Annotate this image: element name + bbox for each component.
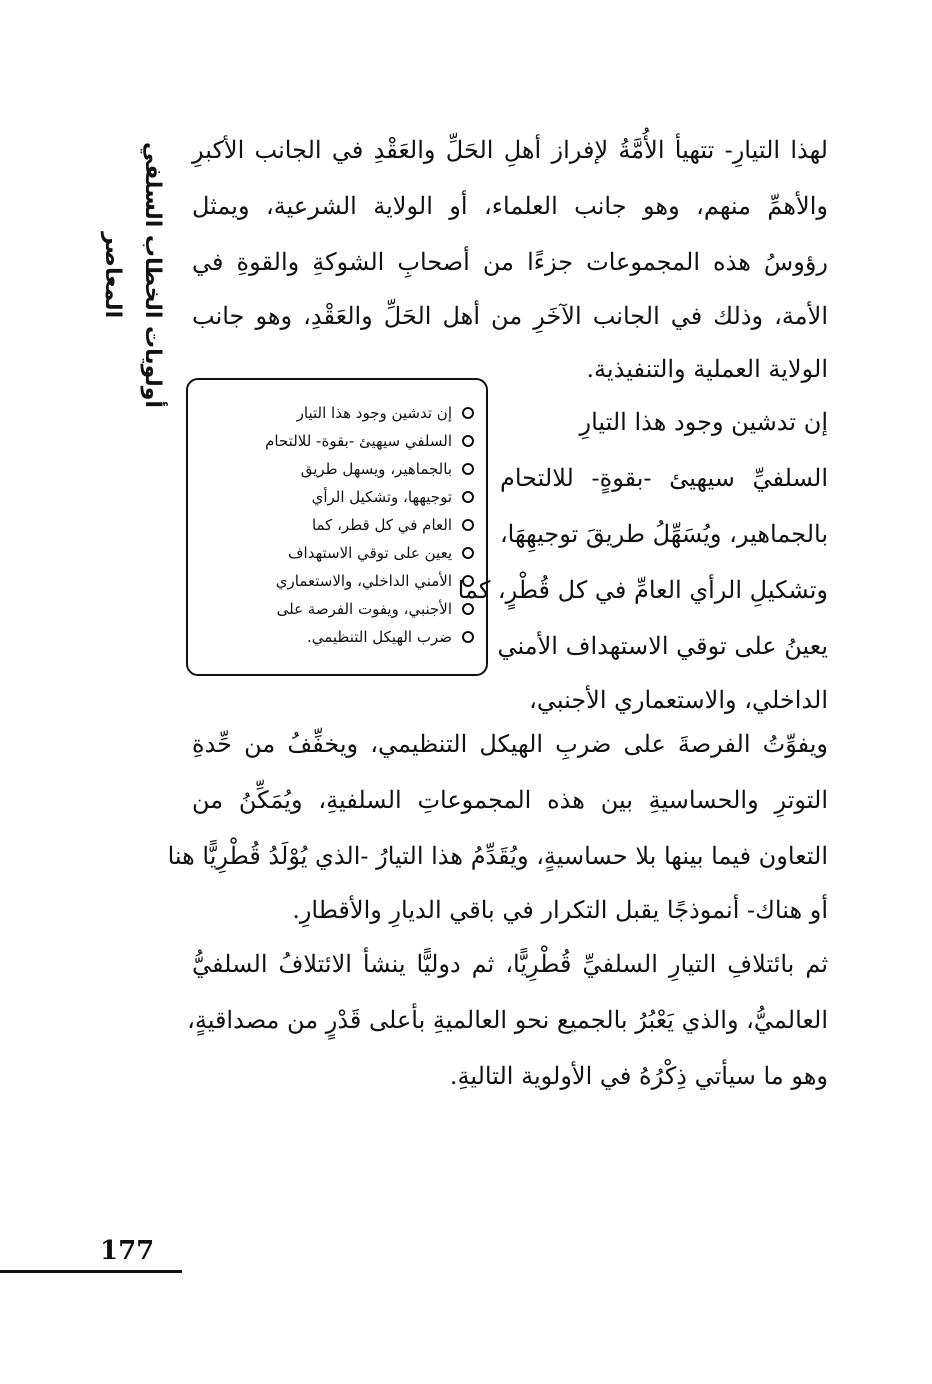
callout-line: إن تدشين وجود هذا التيار xyxy=(202,400,474,425)
text-line: ويفوِّتُ الفرصةَ على ضربِ الهيكل التنظيمي، ويخفِّفُ من حِّدةِ xyxy=(192,730,828,758)
circle-bullet-icon xyxy=(462,407,474,419)
circle-bullet-icon xyxy=(462,519,474,531)
text-line: إن تدشين وجود هذا التيارِ xyxy=(579,408,828,436)
circle-bullet-icon xyxy=(462,463,474,475)
text-line: أو هناك- أنموذجًا يقبل التكرار في باقي الديارِ والأقطارِ. xyxy=(292,896,828,924)
text-line: وهو ما سيأتي ذِكْرُهُ في الأولوية التاليةِ. xyxy=(449,1062,828,1090)
text-line: رؤوسُ هذه المجموعات جزءًا من أصحابِ الشوكةِ والقوةِ في xyxy=(192,248,828,276)
circle-bullet-icon xyxy=(462,547,474,559)
circle-bullet-icon xyxy=(462,631,474,643)
text-line: العالميُّ، والذي يَعْبُرُ بالجميع نحو العالميةِ بأعلى قَدْرٍ من مصداقيةٍ، xyxy=(187,1006,828,1034)
text-line: والأهمِّ منهم، وهو جانب العلماء، أو الولاية الشرعية، ويمثل xyxy=(192,192,828,220)
page-number: 177 xyxy=(100,1236,155,1266)
text-line: الولاية العملية والتنفيذية. xyxy=(586,355,828,383)
circle-bullet-icon xyxy=(462,603,474,615)
text-line: الأمة، وذلك في الجانب الآخَرِ من أهل الحَلِّ والعَقْدِ، وهو جانب xyxy=(192,302,828,330)
circle-bullet-icon xyxy=(462,435,474,447)
running-title: أولويات الخطاب السلفي المعاصر xyxy=(100,142,165,408)
callout-line: بالجماهير، ويسهل طريق xyxy=(202,456,474,481)
callout-line: يعين على توقي الاستهداف xyxy=(202,540,474,565)
callout-line: الأمني الداخلي، والاستعماري xyxy=(202,568,474,593)
footer-rule xyxy=(0,1270,182,1273)
text-line: بالجماهير، ويُسَهِّلُ طريقَ توجيهِهَا، xyxy=(499,520,828,548)
callout-line: السلفي سيهيئ -بقوة- للالتحام xyxy=(202,428,474,453)
callout-line: ضرب الهيكل التنظيمي. xyxy=(202,624,474,649)
text-line: ثم بائتلافِ التيارِ السلفيِّ قُطْرِيًّا، ثم دوليًّا ينشأ الائتلافُ السلفيُّ xyxy=(192,950,828,978)
text-line: يعينُ على توقي الاستهداف الأمني xyxy=(497,632,828,660)
text-line: وتشكيلِ الرأي العامِّ في كل قُطْرٍ، كما xyxy=(457,576,828,604)
text-line: لهذا التيارِ- تتهيأ الأُمَّةُ لإفراز أهلِ الحَلِّ والعَقْدِ في الجانب الأكبرِ xyxy=(192,136,828,164)
callout-line: توجيهها، وتشكيل الرأي xyxy=(202,484,474,509)
text-line: التوترِ والحساسيةِ بين هذه المجموعاتِ السلفيةِ، ويُمَكِّنُ من xyxy=(192,786,828,814)
callout-box xyxy=(186,378,488,676)
text-line: الداخلي، والاستعماري الأجنبي، xyxy=(529,686,828,714)
circle-bullet-icon xyxy=(462,491,474,503)
text-line: السلفيِّ سيهيئ -بقوةٍ- للالتحام xyxy=(500,464,828,492)
text-line: التعاون فيما بينها بلا حساسيةٍ، ويُقَدِّمُ هذا التيارُ -الذي يُوْلَدُ قُطْرِيًّا هنا xyxy=(167,842,828,870)
callout-line: العام في كل قطر، كما xyxy=(202,512,474,537)
circle-bullet-icon xyxy=(462,575,474,587)
callout-line: الأجنبي، ويفوت الفرصة على xyxy=(202,596,474,621)
